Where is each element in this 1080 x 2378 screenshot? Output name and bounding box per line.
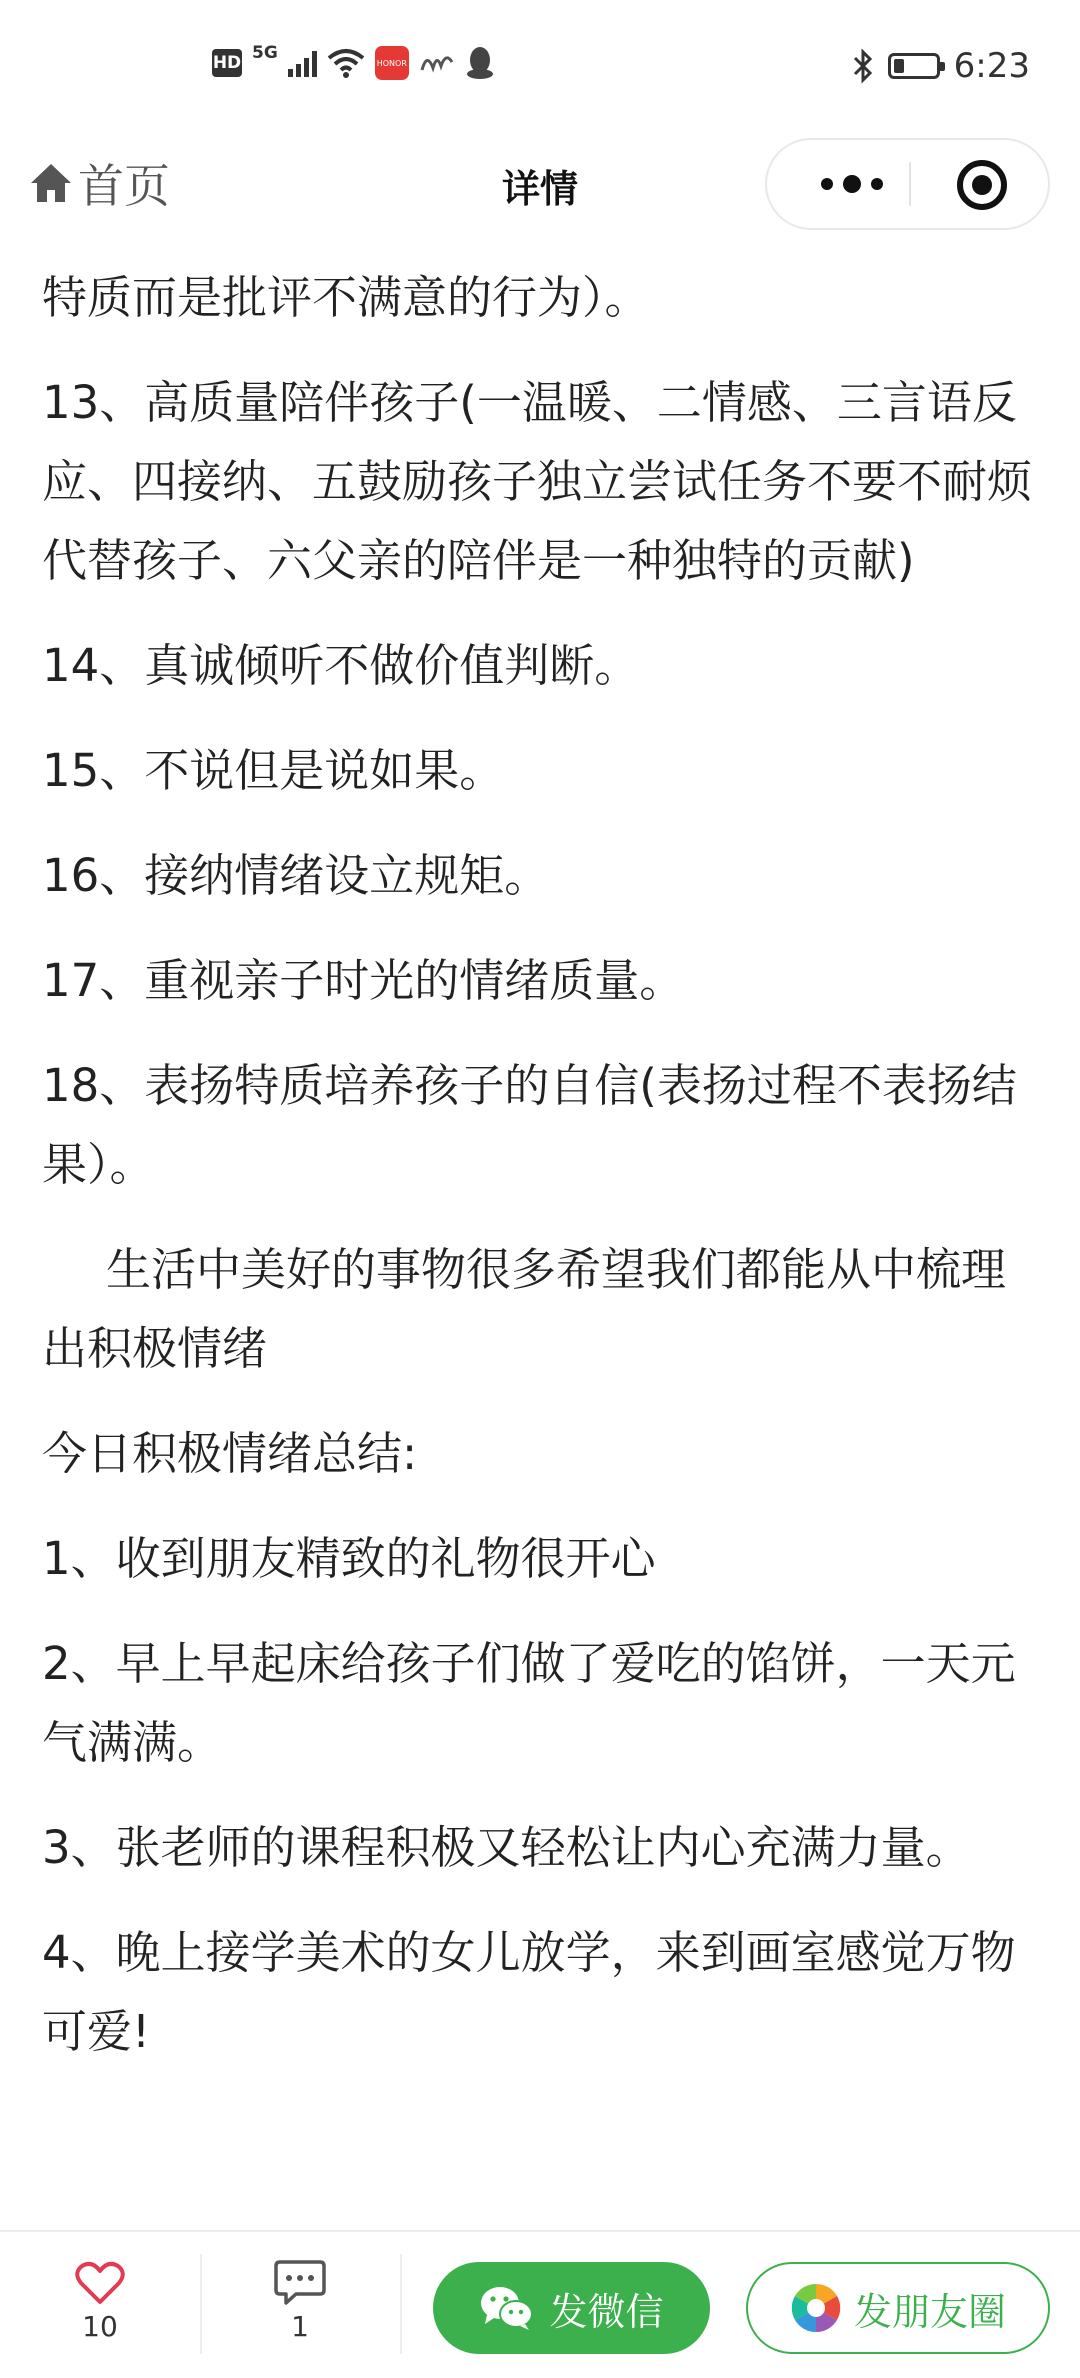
- paragraph: 今日积极情绪总结:: [42, 1427, 418, 1480]
- paragraph: 15、不说但是说如果。: [42, 744, 505, 797]
- close-target-icon[interactable]: [957, 160, 1007, 210]
- signal-icon: [288, 49, 317, 77]
- like-count: 10: [82, 2310, 118, 2343]
- comment-count: 1: [291, 2310, 309, 2343]
- network-type: 5G: [252, 43, 278, 63]
- status-right-icons: [852, 46, 1030, 86]
- hd-icon: HD: [212, 49, 242, 77]
- paragraph: 生活中美好的事物很多希望我们都能从中梳理出积极情绪: [42, 1243, 1007, 1375]
- paragraph: 13、高质量陪伴孩子(一温暖、二情感、三言语反应、四接纳、五鼓励孩子独立尝试任务不要不耐烦代替孩子、六父亲的陪伴是一种独特的贡献): [42, 376, 1033, 587]
- navigation-bar: [0, 130, 1080, 240]
- wechat-icon: [479, 2284, 535, 2332]
- honor-app-icon: HONOR: [375, 46, 409, 80]
- share-wechat-label: 发微信: [549, 2289, 664, 2334]
- share-moments-button[interactable]: [746, 2262, 1050, 2354]
- paragraph: 3、张老师的课程积极又轻松让内心充满力量。: [42, 1821, 971, 1874]
- comment-button[interactable]: [200, 2232, 400, 2378]
- mini-program-capsule: [765, 138, 1050, 230]
- paragraph: 特质而是批评不满意的行为）。: [42, 271, 650, 324]
- share-moments-label: 发朋友圈: [853, 2289, 1006, 2334]
- like-button[interactable]: [0, 2232, 200, 2378]
- comment-icon: [274, 2258, 326, 2306]
- more-button[interactable]: [797, 140, 907, 228]
- paragraph: 14、真诚倾听不做价值判断。: [42, 639, 640, 692]
- share-wechat-button[interactable]: [433, 2262, 710, 2354]
- heart-icon: [75, 2260, 125, 2306]
- article-body: [42, 258, 1042, 2097]
- battery-icon: [888, 53, 940, 79]
- wifi-icon: [327, 48, 365, 78]
- battery-level: [894, 59, 904, 73]
- qq-penguin-icon: [465, 46, 495, 80]
- bottom-action-bar: [0, 2230, 1080, 2378]
- capsule-divider: [909, 162, 911, 206]
- notification-app-icon: [419, 48, 455, 78]
- clock: 6:23: [953, 46, 1030, 86]
- paragraph: 16、接纳情绪设立规矩。: [42, 849, 550, 902]
- bluetooth-icon: [852, 48, 874, 84]
- page-title: 详情: [501, 167, 578, 211]
- paragraph: 17、重视亲子时光的情绪质量。: [42, 954, 685, 1007]
- home-label: 首页: [78, 159, 170, 213]
- paragraph: 4、晚上接学美术的女儿放学，来到画室感觉万物可爱!: [42, 1926, 1016, 2058]
- status-bar: [0, 0, 1080, 130]
- paragraph: 1、收到朋友精致的礼物很开心: [42, 1532, 656, 1585]
- paragraph: 2、早上早起床给孩子们做了爱吃的馅饼，一天元气满满。: [42, 1637, 1016, 1769]
- status-left-icons: [212, 43, 495, 80]
- divider: [400, 2254, 402, 2354]
- paragraph: 18、表扬特质培养孩子的自信(表扬过程不表扬结果）。: [42, 1059, 1017, 1191]
- moments-aperture-icon: [790, 2282, 842, 2334]
